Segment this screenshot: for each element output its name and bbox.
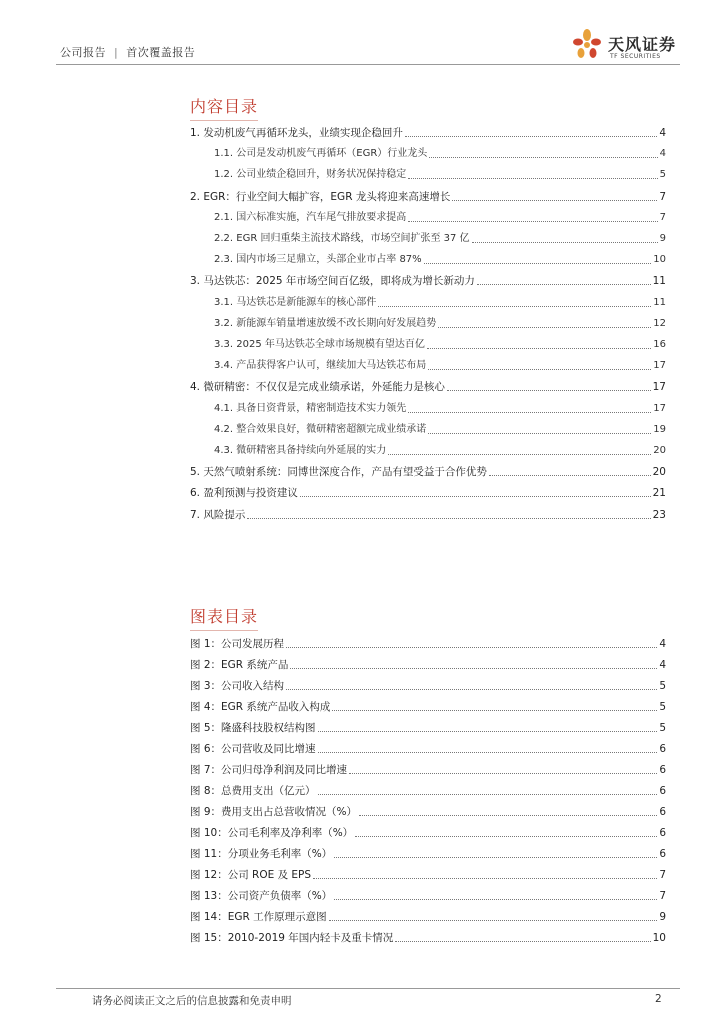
header-divider [56,64,680,65]
toc-entry-page: 6 [659,827,666,839]
toc-entry[interactable] [190,887,666,903]
toc-entry[interactable] [190,803,666,819]
footer-page-number: 2 [655,993,662,1005]
dot-leader [438,327,651,328]
toc-entry-label: 3.1. 马达铁芯是新能源车的核心部件 [214,296,377,308]
dot-leader [290,668,657,669]
toc-entry[interactable] [190,378,666,394]
toc-entry-page: 5 [659,701,666,713]
toc-entry-label: 图 12：公司 ROE 及 EPS [190,869,312,881]
toc-entry-page: 7 [659,869,666,881]
flower-logo-icon [570,28,604,62]
toc-entry-page: 5 [659,169,666,181]
toc-entry-label: 图 9：费用支出占总营收情况（%） [190,806,357,818]
toc-entry-label: 图 15：2010-2019 年国内轻卡及重卡情况 [190,932,394,944]
toc-entry-label: 图 11：分项业务毛利率（%） [190,848,333,860]
figures-title: 图表目录 [190,604,258,627]
toc-entry[interactable] [190,866,666,882]
toc-entry-label: 4. 微研精密：不仅仅是完成业绩承诺，外延能力是核心 [190,381,445,394]
dot-leader [477,284,651,285]
toc-entry-page: 6 [659,743,666,755]
toc-entry-page: 5 [659,722,666,734]
toc-entry[interactable] [190,698,666,714]
toc-entry-page: 11 [652,275,666,288]
dot-leader [424,263,652,264]
toc-entry-page: 10 [652,932,666,944]
dot-leader [388,454,651,455]
brand-name-en: TF SECURITIES [610,53,661,60]
dot-leader [334,857,657,858]
toc-entry[interactable] [190,824,666,840]
brand-logo [570,28,680,64]
toc-entry-page: 6 [659,764,666,776]
dot-leader [428,433,651,434]
toc-entry-page: 10 [653,254,666,266]
toc-entry-label: 3.4. 产品获得客户认可，继续加大马达铁芯布局 [214,360,427,372]
toc-entry[interactable] [190,782,666,798]
toc-entry-label: 4.3. 微研精密具备持续向外延展的实力 [214,445,387,456]
dot-leader [428,369,651,370]
toc-entry-label: 3.2. 新能源车销量增速放缓不改长期向好发展趋势 [214,317,437,329]
toc-entry[interactable] [190,677,666,693]
toc-entry-page: 6 [659,848,666,860]
toc-entry-label: 图 10：公司毛利率及净利率（%） [190,827,354,839]
toc-entry[interactable] [214,421,666,437]
dot-leader [408,178,657,179]
toc-entry-label: 图 6：公司营收及同比增速 [190,743,316,755]
toc-entry-page: 19 [653,423,666,435]
toc-entry[interactable] [190,635,666,651]
dot-leader [334,899,657,900]
toc-entry-page: 17 [653,402,666,414]
dot-leader [318,752,658,753]
toc-entry-label: 4.2. 整合效果良好，微研精密超额完成业绩承诺 [214,423,427,435]
toc-entry-page: 6 [659,785,666,797]
toc-entry-label: 2.2. EGR 回归重柴主流技术路线，市场空间扩张至 37 亿 [214,233,470,244]
toc-entry-label: 图 7：公司归母净利润及同比增速 [190,764,348,776]
toc-entry-label: 3.3. 2025 年马达铁芯全球市场规模有望达百亿 [214,339,425,350]
toc-entry[interactable] [190,740,666,756]
dot-leader [489,475,651,476]
toc-entry-page: 20 [653,445,666,456]
report-header [60,44,195,60]
toc-entry-page: 11 [653,296,666,308]
dot-leader [405,136,657,137]
toc-entry-label: 图 14：EGR 工作原理示意图 [190,911,327,923]
report-kind-label: 首次覆盖报告 [126,46,196,59]
dot-leader [318,731,658,732]
toc-entry-label: 图 3：公司收入结构 [190,680,285,692]
toc-entry[interactable] [190,484,666,500]
toc-entry[interactable] [190,506,666,522]
toc-entry-label: 5. 天然气喷射系统：同博世深度合作，产品有望受益于合作优势 [190,466,487,479]
toc-entry[interactable] [214,442,666,458]
dot-leader [427,348,651,349]
footer-divider [56,988,680,989]
toc-entry[interactable] [190,761,666,777]
toc-entry[interactable] [214,209,666,225]
toc-entry-page: 4 [659,638,666,650]
brand-name-cn: 天风证券 [608,35,677,54]
dot-leader [395,941,650,942]
dot-leader [408,221,657,222]
toc-entry[interactable] [190,272,666,288]
toc-entry-label: 2.3. 国内市场三足鼎立，头部企业市占率 87% [214,254,422,266]
footer-disclaimer: 请务必阅读正文之后的信息披露和免责申明 [92,995,292,1007]
toc-entry[interactable] [190,463,666,479]
dot-leader [447,390,651,391]
toc-entry[interactable] [190,929,666,945]
toc-entry-label: 图 8：总费用支出（亿元） [190,785,316,797]
toc-entry-label: 4.1. 具备日资背景，精密制造技术实力领先 [214,402,407,414]
toc-entry-label: 1.1. 公司是发动机废气再循环（EGR）行业龙头 [214,148,428,160]
toc-entry[interactable] [190,908,666,924]
toc-entry[interactable] [214,166,666,182]
toc-entry-page: 20 [652,466,666,479]
toc-entry-label: 2. EGR：行业空间大幅扩容，EGR 龙头将迎来高速增长 [190,190,451,203]
toc-entry-page: 6 [659,806,666,818]
dot-leader [313,878,657,879]
dot-leader [355,836,657,837]
toc-entry-label: 1.2. 公司业绩企稳回升，财务状况保持稳定 [214,169,407,181]
dot-leader [429,157,657,158]
toc-entry-label: 6. 盈利预测与投资建议 [190,487,298,500]
toc-entry[interactable] [190,719,666,735]
toc-entry[interactable] [214,230,666,246]
dot-leader [472,242,658,243]
toc-entry-page: 5 [659,680,666,692]
toc-entry-label: 7. 风险提示 [190,508,246,521]
toc-entry-label: 3. 马达铁芯：2025 年市场空间百亿级，即将成为增长新动力 [190,275,475,288]
toc-entry-label: 图 1：公司发展历程 [190,638,285,650]
header-separator: | [114,46,119,59]
toc-entry-page: 21 [652,487,666,500]
dot-leader [247,518,650,519]
toc-entry[interactable] [214,294,666,310]
toc-entry-page: 4 [659,659,666,671]
toc-entry[interactable] [214,145,666,161]
toc-entry-page: 9 [659,911,666,923]
toc-entry[interactable] [190,124,666,140]
toc-entry-page: 9 [659,233,666,244]
toc-entry[interactable] [214,336,666,352]
toc-entry-label: 图 13：公司资产负债率（%） [190,890,333,902]
toc-entry-label: 图 5：隆盛科技股权结构图 [190,722,316,734]
toc-entry-label: 2.1. 国六标准实施，汽车尾气排放要求提高 [214,211,407,223]
dot-leader [329,920,658,921]
doc-type-label: 公司报告 [60,46,106,59]
toc-entry[interactable] [190,845,666,861]
dot-leader [359,815,657,816]
toc-entry-page: 17 [652,381,666,394]
toc-entry[interactable] [190,656,666,672]
toc-entry[interactable] [214,400,666,416]
dot-leader [332,710,657,711]
toc-entry-page: 7 [659,890,666,902]
dot-leader [452,200,657,201]
toc-entry-page: 7 [659,211,666,223]
toc-entry-page: 12 [653,317,666,329]
toc-entry-label: 图 4：EGR 系统产品收入构成 [190,701,331,713]
contents-title: 内容目录 [190,94,258,117]
toc-entry-page: 16 [653,339,666,350]
toc-entry-page: 4 [659,127,666,139]
toc-entry[interactable] [190,188,666,204]
dot-leader [349,773,657,774]
toc-entry-page: 17 [653,360,666,372]
toc-entry-page: 4 [659,148,666,160]
toc-entry-page: 7 [659,190,666,203]
toc-entry[interactable] [214,251,666,267]
dot-leader [286,647,657,648]
dot-leader [318,794,658,795]
dot-leader [286,689,657,690]
toc-entry-label: 1. 发动机废气再循环龙头，业绩实现企稳回升 [190,127,403,139]
dot-leader [408,412,651,413]
toc-entry-label: 图 2：EGR 系统产品 [190,659,289,671]
toc-entry[interactable] [214,315,666,331]
toc-entry[interactable] [214,357,666,373]
dot-leader [378,306,651,307]
toc-entry-page: 23 [652,508,666,521]
dot-leader [300,496,651,497]
